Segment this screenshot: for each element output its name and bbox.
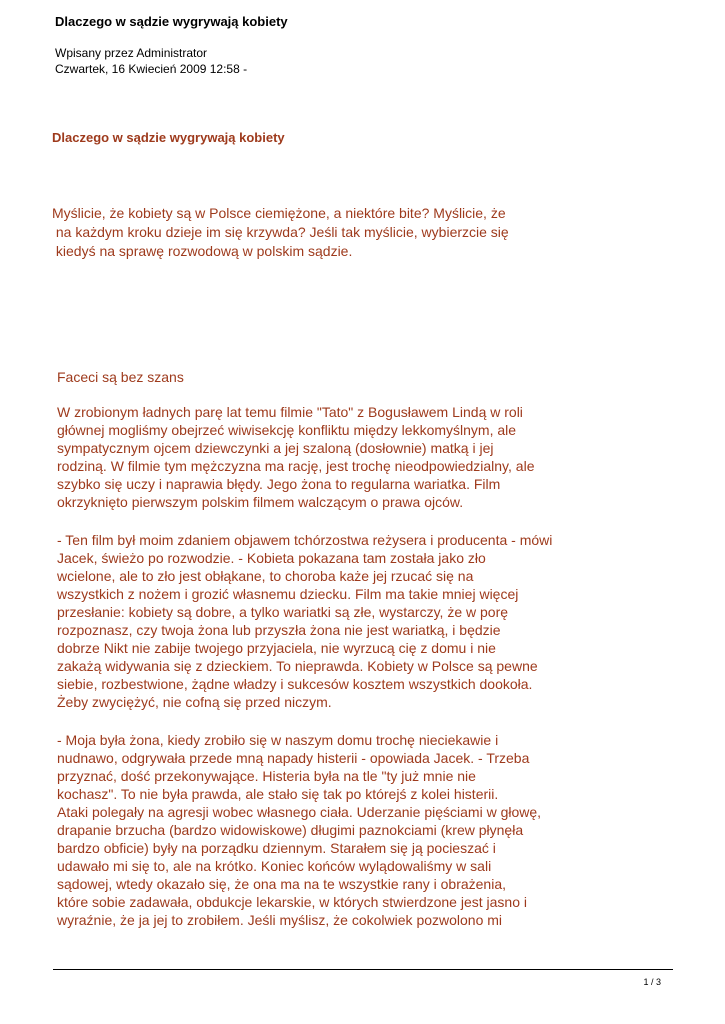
intro-line: kiedyś na sprawę rozwodową w polskim sądzie. [52, 243, 353, 259]
paragraph-line: szybko się uczy i naprawia błędy. Jego żona to regularna wariatka. Film [57, 476, 501, 492]
subheading-text: Faceci są bez szans [57, 369, 184, 385]
paragraph-line: Żeby zwyciężyć, nie cofną się przed niczym. [57, 694, 332, 710]
paragraph-line: wcielone, ale to zło jest obłąkane, to choroba każe jej rzucać się na [57, 568, 474, 584]
page-number: 1 / 3 [643, 977, 661, 987]
paragraph-line: bardzo obficie) były na porządku dziennym. Starałem się ją pocieszać i [57, 840, 496, 856]
intro-line: Myślicie, że kobiety są w Polsce ciemiężone, a niektóre bite? Myślicie, że [52, 205, 506, 221]
paragraph-line: rodziną. W filmie tym mężczyzna ma rację, jest trochę nieodpowiedzialny, ale [57, 458, 535, 474]
intro-line: na każdym kroku dzieje im się krzywda? Jeśli tak myślicie, wybierzcie się [52, 224, 509, 240]
paragraph-line: siebie, rozbestwione, żądne władzy i sukcesów kosztem wszystkich dookoła. [57, 676, 533, 692]
paragraph-line: które sobie zadawała, obdukcje lekarskie, w których stwierdzone jest jasno i [57, 894, 528, 910]
paragraph-line: zakażą widywania się z dzieckiem. To nieprawda. Kobiety w Polsce są pewne [57, 658, 538, 674]
article-intro [52, 204, 509, 261]
paragraph-line: nudnawo, odgrywała przede mną napady histerii - opowiada Jacek. - Trzeba [57, 750, 530, 766]
paragraph-line: kochasz". To nie była prawda, ale stało się tak po którejś z kolei histerii. [57, 786, 499, 802]
date-line: Czwartek, 16 Kwiecień 2009 12:58 - [55, 62, 248, 76]
paragraph-line: głównej mogliśmy obejrzeć wiwisekcję konfliktu między lekkomyślnym, ale [57, 422, 517, 438]
paragraph-line: Jacek, świeżo po rozwodzie. - Kobieta pokazana tam została jako zło [57, 550, 486, 566]
paragraph-line: W zrobionym ładnych parę lat temu filmie "Tato" z Bogusławem Lindą w roli [57, 404, 523, 420]
paragraph-line: dobrze Nikt nie zabije twojego przyjaciela, nie wyrzucą cię z domu i nie [57, 640, 496, 656]
paragraph-3 [57, 731, 541, 929]
paragraph-line: wszystkich z nożem i grozić własnemu dziecku. Film ma takie mniej więcej [57, 586, 519, 602]
paragraph-line: okrzyknięto pierwszym polskim filmem walczącym o prawa ojców. [57, 494, 464, 510]
paragraph-line: Ataki polegały na agresji wobec własnego ciała. Uderzanie pięściami w głowę, [57, 804, 542, 820]
paragraph-line: udawało mi się to, ale na krótko. Koniec końców wylądowaliśmy w sali [57, 858, 492, 874]
paragraph-2 [57, 531, 552, 711]
paragraph-line: przesłanie: kobiety są dobre, a tylko wariatki są złe, wystarczy, że w porę [57, 604, 509, 620]
paragraph-line: wyraźnie, że ja jej to zrobiłem. Jeśli myślisz, że cokolwiek pozwolono mi [57, 912, 503, 928]
paragraph-line: drapanie brzucha (bardzo widowiskowe) długimi paznokciami (krew płynęła [57, 822, 524, 838]
article-title: Dlaczego w sądzie wygrywają kobiety [52, 130, 285, 145]
paragraph-line: - Ten film był moim zdaniem objawem tchórzostwa reżysera i producenta - mówi [57, 532, 553, 548]
paragraph-1 [57, 403, 534, 511]
footer-divider [53, 969, 673, 970]
paragraph-line: przyznać, dość przekonywające. Histeria była na tle "ty już mnie nie [57, 768, 476, 784]
author-line: Wpisany przez Administrator [55, 46, 208, 60]
paragraph-line: sympatycznym ojcem dziewczynki a jej szaloną (dosłownie) matką i jej [57, 440, 494, 456]
subheading [57, 368, 184, 386]
page-header-title: Dlaczego w sądzie wygrywają kobiety [55, 14, 288, 29]
paragraph-line: rozpoznasz, czy twoja żona lub przyszła żona nie jest wariatką, i będzie [57, 622, 501, 638]
paragraph-line: sądowej, wtedy okazało się, że ona ma na te wszystkie rany i obrażenia, [57, 876, 507, 892]
paragraph-line: - Moja była żona, kiedy zrobiło się w naszym domu trochę nieciekawie i [57, 732, 499, 748]
